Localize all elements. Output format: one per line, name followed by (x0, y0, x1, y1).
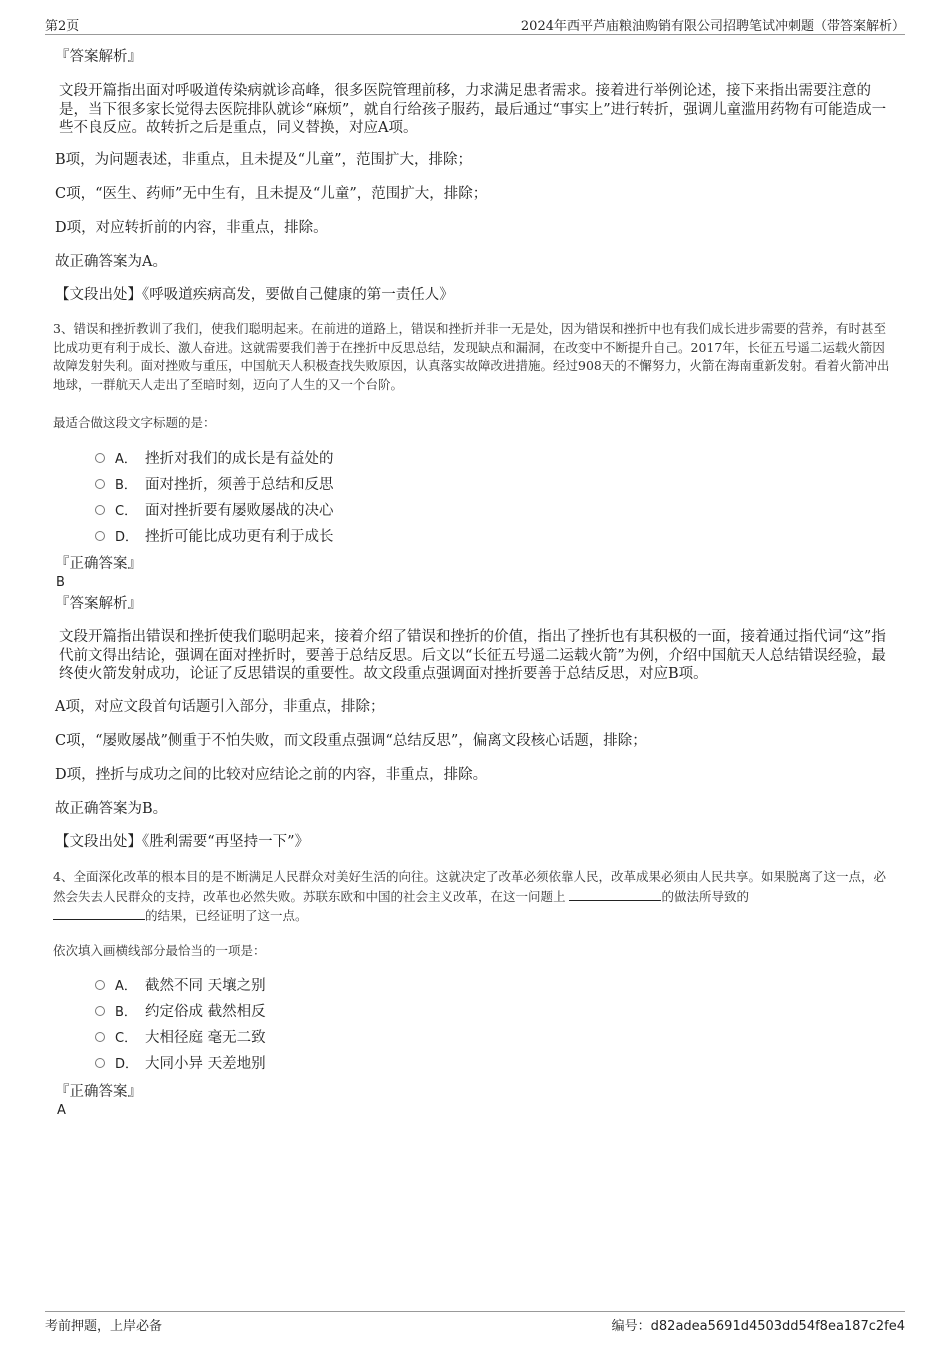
radio-icon[interactable] (95, 479, 105, 489)
radio-icon[interactable] (95, 453, 105, 463)
q2-option-b-note: B项，为问题表述，非重点，且未提及“儿童”，范围扩大，排除； (55, 152, 472, 168)
q2-source: 【文段出处】《呼吸道疾病高发，要做自己健康的第一责任人》 (55, 287, 454, 303)
q4-option-d[interactable]: D． 大同小异 天差地别 (95, 1054, 266, 1074)
blank-1[interactable] (569, 887, 661, 901)
blank-2[interactable] (53, 906, 145, 920)
q4-prompt: 依次填入画横线部分最恰当的一项是： (53, 943, 266, 958)
q4-answer-label: 『正确答案』 (55, 1084, 142, 1100)
q4-answer: A (57, 1103, 66, 1118)
q3-analysis-label: 『答案解析』 (55, 596, 142, 612)
footer-slogan: 考前押题，上岸必备 (45, 1319, 163, 1334)
q2-conclusion: 故正确答案为A。 (55, 254, 167, 270)
page-header (45, 14, 905, 35)
q3-conclusion: 故正确答案为B。 (55, 801, 168, 817)
page-footer (45, 1311, 905, 1334)
q3-option-d-note: D项，挫折与成功之间的比较对应结论之前的内容，非重点，排除。 (55, 767, 488, 783)
q4-option-a[interactable]: A． 截然不同 天壤之别 (95, 976, 266, 996)
q3-answer: B (56, 575, 65, 590)
q3-passage: 3、错误和挫折教训了我们，使我们聪明起来。在前进的道路上，错误和挫折并非一无是处，因为错误和挫折中也有我们成长进步需要的营养，有时甚至比成功更有利于成长、激人奋进。这就需要我们善于在挫折中反思总结，发现缺点和漏洞，在改变中不断提升自己。2017年，长征五号遥二运载火箭因故障发射失利。面对挫败与重压，中国航天人积极查找失败原因，认真落实故障改进措施。经过908天的不懈努力，火箭在海南重新发射。看着火箭冲出地球，一群航天人走出了至暗时刻，迈向了人生的又一个台阶。 (53, 321, 890, 392)
q4-option-c[interactable]: C． 大相径庭 毫无二致 (95, 1028, 266, 1048)
footer-code: 编号：d82adea5691d4503dd54f8ea187c2fe4 (611, 1319, 905, 1334)
page-number: 第2页 (45, 19, 80, 34)
radio-icon[interactable] (95, 505, 105, 515)
q3-option-a-note: A项，对应文段首句话题引入部分，非重点，排除； (55, 699, 385, 715)
radio-icon[interactable] (95, 531, 105, 541)
q2-option-d-note: D项，对应转折前的内容，非重点，排除。 (55, 220, 328, 236)
q2-analysis-text: 文段开篇指出面对呼吸道传染病就诊高峰，很多医院管理前移，力求满足患者需求。接着进行举例论述，接下来指出需要注意的是，当下很多家长觉得去医院排队就诊“麻烦”，就自行给孩子服药，最后通过“事实上”进行转折，强调儿童滥用药物有可能造成一些不良反应。故转折之后是重点，同义替换，对应A项。 (59, 83, 887, 136)
q3-prompt: 最适合做这段文字标题的是： (53, 415, 216, 430)
document-title: 2024年西平芦庙粮油购销有限公司招聘笔试冲刺题（带答案解析） (520, 19, 905, 34)
q3-source: 【文段出处】《胜利需要“再坚持一下”》 (55, 834, 310, 850)
q3-option-a[interactable]: A． 挫折对我们的成长是有益处的 (95, 449, 334, 469)
q2-analysis-label: 『答案解析』 (55, 49, 142, 65)
q3-option-c-note: C项，“屡败屡战”侧重于不怕失败，而文段重点强调“总结反思”，偏离文段核心话题，排除； (55, 733, 647, 749)
q3-option-b[interactable]: B． 面对挫折，须善于总结和反思 (95, 475, 334, 495)
q4-option-b[interactable]: B． 约定俗成 截然相反 (95, 1002, 266, 1022)
q3-answer-label: 『正确答案』 (55, 556, 142, 572)
radio-icon[interactable] (95, 1006, 105, 1016)
q3-option-c[interactable]: C． 面对挫折要有屡败屡战的决心 (95, 501, 334, 521)
radio-icon[interactable] (95, 1058, 105, 1068)
q4-passage: 4、全面深化改革的根本目的是不断满足人民群众对美好生活的向往。这就决定了改革必须依靠人民，改革成果必须由人民共享。如果脱离了这一点，必然会失去人民群众的支持，改革也必然失败。苏联东欧和中国的社会主义改革，在这一问题上 的做法所导致的 的结果，已经证明了这一点。 (53, 869, 886, 923)
radio-icon[interactable] (95, 980, 105, 990)
q3-option-d[interactable]: D． 挫折可能比成功更有利于成长 (95, 527, 334, 547)
q2-option-c-note: C项，“医生、药师”无中生有，且未提及“儿童”，范围扩大，排除； (55, 186, 488, 202)
radio-icon[interactable] (95, 1032, 105, 1042)
q3-analysis-text: 文段开篇指出错误和挫折使我们聪明起来，接着介绍了错误和挫折的价值，指出了挫折也有其积极的一面，接着通过指代词“这”指代前文得出结论，强调在面对挫折时，要善于总结反思。后文以“长征五号遥二运载火箭”为例，介绍中国航天人总结错误经验，最终使火箭发射成功，论证了反思错误的重要性。故文段重点强调面对挫折要善于总结反思，对应B项。 (59, 629, 886, 682)
